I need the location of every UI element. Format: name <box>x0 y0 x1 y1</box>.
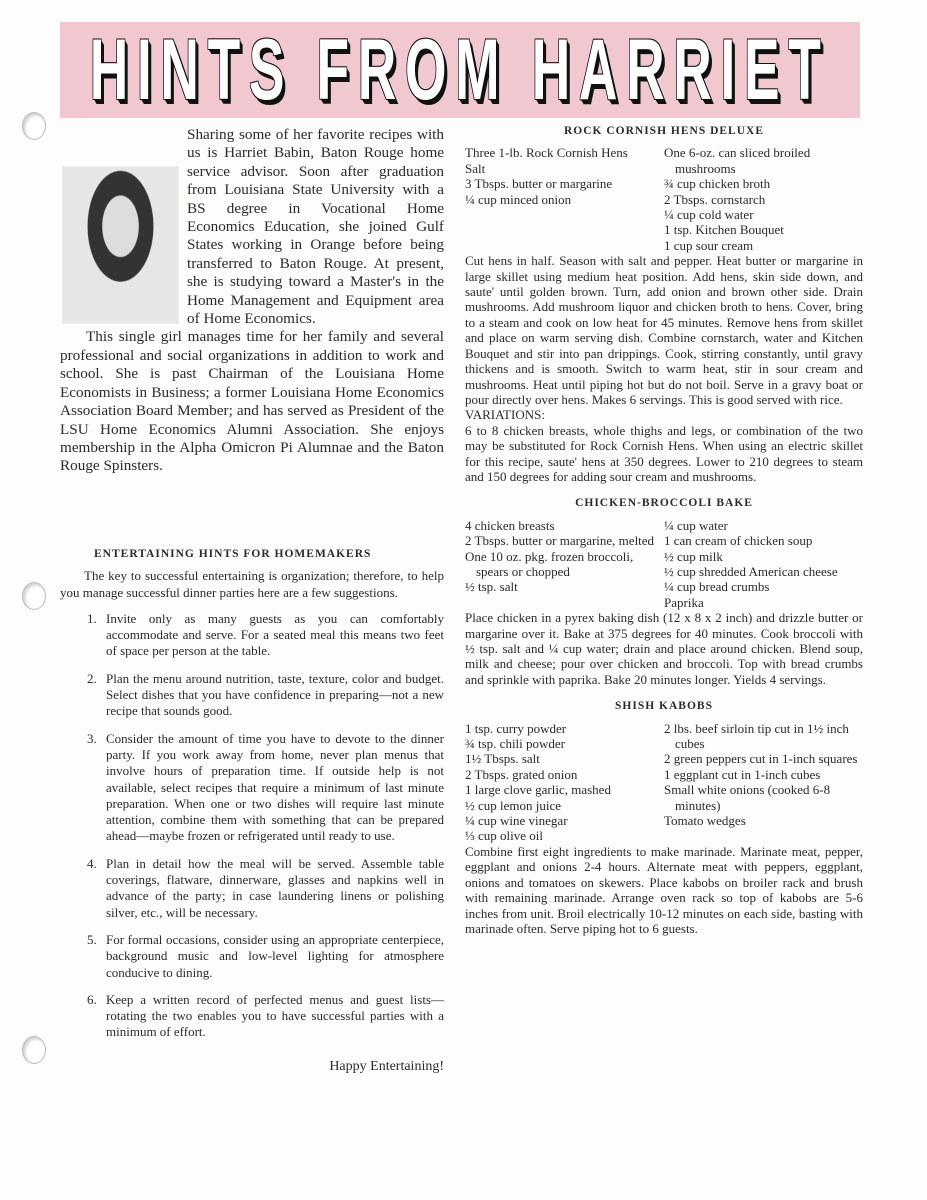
ingredient-column <box>664 721 863 844</box>
ingredient: 1 tsp. curry powder <box>465 720 567 736</box>
hint-item: 1. Invite only as many guests as you can comfortably accommodate and serve. For a seated meal this means two feet of space per person at the table. <box>100 611 444 660</box>
section-lead: The key to successful entertaining is organization; therefore, to help you manage successful dinner parties here are a few suggestions. <box>60 568 444 600</box>
recipe <box>465 699 863 936</box>
ingredient: 1 large clove garlic, mashed <box>465 782 611 798</box>
ingredient: 2 Tbsps. grated onion <box>465 766 578 782</box>
ingredient: ¼ cup bread crumbs <box>664 579 770 595</box>
ingredient: Salt <box>465 160 486 176</box>
hint-item: 6. Keep a written record of perfected menus and guest lists—rotating the two enables you to have successful parties with a minimum of effort. <box>100 992 444 1041</box>
entertaining-section <box>60 546 444 1075</box>
ingredient-column <box>465 145 664 253</box>
ingredient: 1½ Tbsps. salt <box>465 751 540 767</box>
ingredient: Paprika <box>664 594 704 610</box>
binder-hole <box>22 582 46 610</box>
ingredient: 1 tsp. Kitchen Bouquet <box>664 222 784 238</box>
portrait-photo <box>62 166 179 324</box>
variations-text: 6 to 8 chicken breasts, whole thighs and legs, or combination of the two may be substituted for Rock Cornish Hens. When using an electric skillet for this recipe, saute' hens at 350 degrees. Lower to 210 degrees to steam and 150 degrees for adding sour cream and mushrooms. <box>465 422 863 484</box>
hint-item: 5. For formal occasions, consider using an appropriate centerpiece, background music and low-level lighting for atmosphere conducive to dining. <box>100 932 444 981</box>
ingredient: ½ cup milk <box>664 548 723 564</box>
hint-item: 3. Consider the amount of time you have to devote to the dinner party. If you work away from home, never plan menus that involve hours of preparation time. If outside help is not available, select recipes that require a minimum of last minute preparation. When one or two dishes will require last minute attention, combine them with something that can be prepared ahead—maybe frozen or refrigerated until ready to use. <box>100 731 444 845</box>
section-heading: ENTERTAINING HINTS FOR HOMEMAKERS <box>94 548 372 560</box>
ingredient: 1 eggplant cut in 1-inch cubes <box>664 766 821 782</box>
recipe <box>465 496 863 687</box>
ingredients <box>465 721 863 844</box>
binder-hole <box>22 1036 46 1064</box>
intro-paragraph: This single girl manages time for her family and several professional and social organizations in addition to work and school. She is past Chairman of the Louisiana Home Economists in Business; a former Louisiana Home Economics Association Board Member; and has served as President of the LSU Home Economics Alumni Association. She enjoys membership in the Alpha Omicron Pi Alumnae and the Baton Rouge Spinsters. <box>60 328 444 475</box>
recipe <box>465 124 863 484</box>
ingredient: ¼ cup minced onion <box>465 191 572 207</box>
ingredient: ¼ cup cold water <box>664 207 754 223</box>
ingredient: 1 cup sour cream <box>664 237 754 253</box>
ingredient: ½ cup shredded American cheese <box>664 563 838 579</box>
ingredient: ¾ tsp. chili powder <box>465 736 566 752</box>
ingredient: ¼ cup water <box>664 517 728 533</box>
signoff: Happy Entertaining! <box>329 1058 444 1074</box>
ingredient: 4 chicken breasts <box>465 517 555 533</box>
ingredient: Three 1-lb. Rock Cornish Hens <box>465 145 628 161</box>
recipe-method: Cut hens in half. Season with salt and pepper. Heat butter or margarine in large skillet using medium heat position. Add hens, skin side down, and saute' until golden brown. Turn, add onion and brown other side. Drain mushrooms. Add mushroom liquor and chicken broth to hens. Cover, bring to a steam and cook on low heat for 45 minutes. Remove hens from skillet and place on warm serving dish. Combine cornstarch, water and Kitchen Bouquet and stir into pan drippings. Cook, stirring constantly, until gravy thickens and is smooth. Switch to warm heat, stir in sour cream and mushrooms. Heat until piping hot but do not boil. Serve in a gravy boat or pour directly over hens. Makes 6 servings. This is good served with rice. <box>465 253 863 407</box>
ingredient: ½ tsp. salt <box>465 579 518 595</box>
ingredient: Tomato wedges <box>664 813 746 829</box>
ingredient-column <box>664 145 863 253</box>
intro-text: Sharing some of her favorite recipes with us is Harriet Babin, Baton Rouge home service advisor. Soon after graduation from Louisiana State University with a BS degree in Vocational Home Economics Education, she joined Gulf States working in Orange before being transferred to Baton Rouge. At present, she is studying toward a Master's in the Home Management and Equipment area of Home Economics. <box>187 126 444 328</box>
ingredient-column <box>664 518 863 610</box>
ingredient: 2 Tbsps. butter or margarine, melted <box>465 533 655 549</box>
binder-hole <box>22 112 46 140</box>
ingredient: ½ cup lemon juice <box>465 797 562 813</box>
recipes-column <box>465 124 863 948</box>
ingredient: ¾ cup chicken broth <box>664 176 771 192</box>
ingredient: 1 can cream of chicken soup <box>664 533 813 549</box>
intro-section <box>60 126 444 476</box>
ingredient: One 10 oz. pkg. frozen broccoli, spears or chopped <box>465 548 634 579</box>
hint-item: 4. Plan in detail how the meal will be served. Assemble table coverings, flatware, dinnerware, glasses and napkins well in advance of the party; in case laundering linens or polishing silver, etc., will be necessary. <box>100 856 444 921</box>
ingredient: 2 Tbsps. cornstarch <box>664 191 766 207</box>
recipe-method: Place chicken in a pyrex baking dish (12 x 8 x 2 inch) and drizzle butter or margarine over it. Bake at 375 degrees for 40 minutes. Cook broccoli with ½ tsp. salt and ¼ cup water; drain and place around chicken. Blend soup, milk and cheese; pour over chicken and broccoli. Top with bread crumbs and sprinkle with paprika. Bake 20 minutes longer. Yields 4 servings. <box>465 610 863 687</box>
hint-list <box>60 611 444 1041</box>
ingredient: One 6-oz. can sliced broiled mushrooms <box>664 145 811 176</box>
ingredient-column <box>465 518 664 610</box>
ingredient: Small white onions (cooked 6-8 minutes) <box>664 782 831 813</box>
recipe-title: ROCK CORNISH HENS DELUXE <box>563 125 765 137</box>
variations-label: VARIATIONS: <box>465 407 545 423</box>
ingredient: 2 lbs. beef sirloin tip cut in 1½ inch cubes <box>664 720 849 752</box>
intro-paragraph <box>60 126 444 328</box>
recipe-title: CHICKEN-BROCCOLI BAKE <box>575 497 753 510</box>
title-banner <box>60 22 860 118</box>
page-title: HINTS FROM HARRIET <box>90 21 830 118</box>
ingredients <box>465 145 863 253</box>
recipe-method: Combine first eight ingredients to make marinade. Marinate meat, pepper, eggplant and onions 2-4 hours. Alternate meat with peppers, eggplant, onions and tomatoes on skewers. Place kabobs on broiler rack and brush with remaining marinade. Arrange oven rack so top of kabobs are 5-6 inches from unit. Broil electrically 10-12 minutes on each side, basting with marinade often. Serve piping hot to 6 guests. <box>465 843 863 936</box>
ingredient: 2 green peppers cut in 1-inch squares <box>664 751 858 767</box>
hint-item: 2. Plan the menu around nutrition, taste, texture, color and budget. Select dishes that you have confidence in preparing—not a new recipe that sounds good. <box>100 671 444 720</box>
ingredient-column <box>465 721 664 844</box>
ingredients <box>465 518 863 610</box>
ingredient: 3 Tbsps. butter or margarine <box>465 176 613 192</box>
ingredient: ¼ cup wine vinegar <box>465 813 568 829</box>
recipe-title: SHISH KABOBS <box>615 700 713 713</box>
ingredient: ⅓ cup olive oil <box>465 828 543 844</box>
